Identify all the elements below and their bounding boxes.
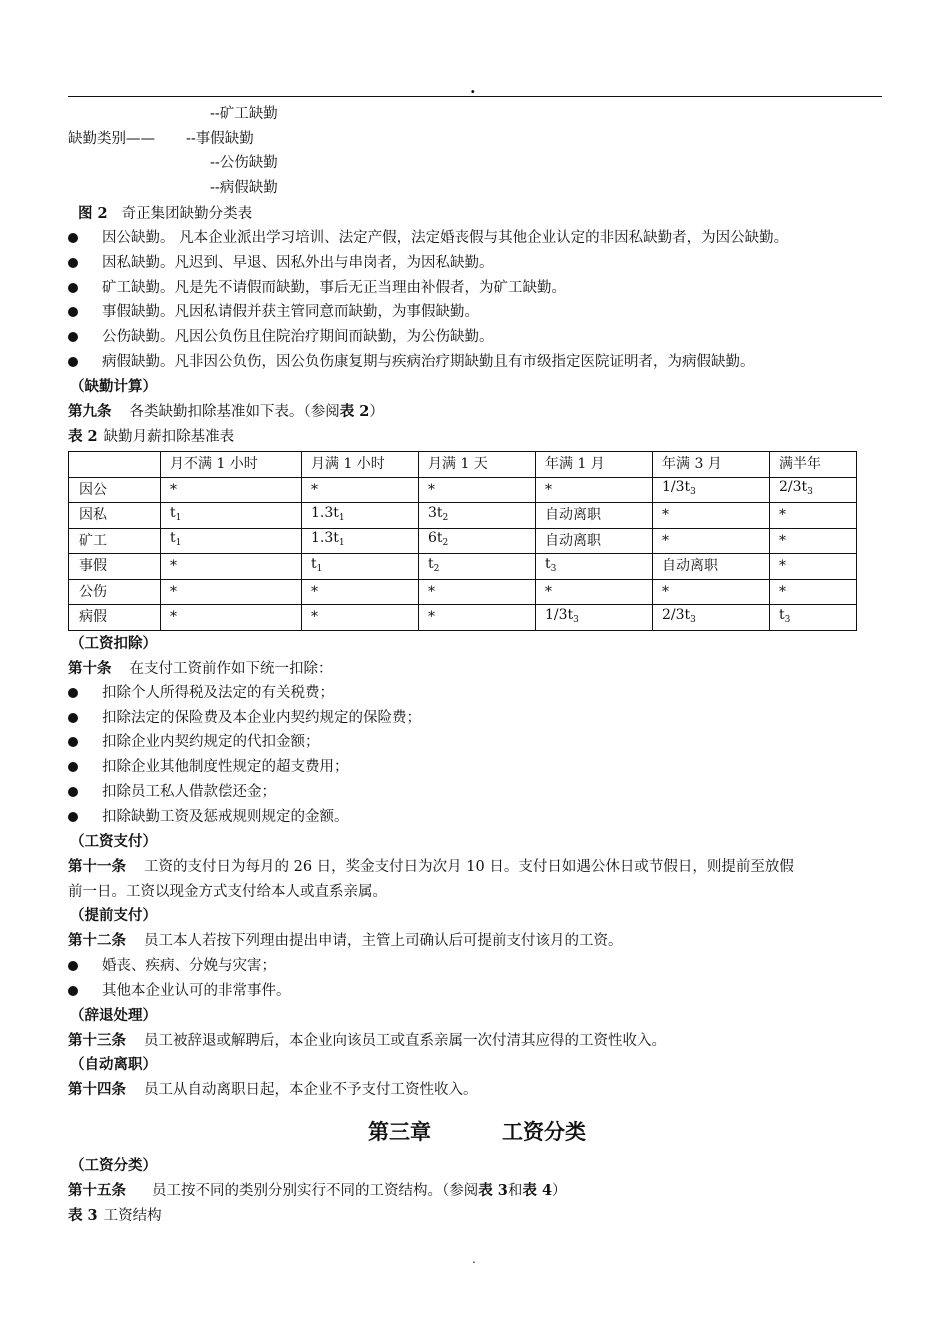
absence-def: 矿工缺勤。凡是先不请假而缺勤，事后无正当理由补假者，为矿工缺勤。 — [102, 280, 566, 296]
table2-title: 缺勤月薪扣除基准表 — [103, 429, 235, 445]
article-13 — [68, 1031, 666, 1051]
table-cell: $t_1$ — [302, 554, 419, 580]
row-label-cell: 公伤 — [69, 579, 161, 605]
bullet-icon — [68, 233, 78, 243]
table-ref: 表 4 — [522, 1182, 553, 1199]
table-cell: * — [653, 528, 770, 554]
tree-root-label: 缺勤类别—— — [68, 131, 155, 147]
article-text: 员工从自动离职日起，本企业不予支付工资性收入。 — [144, 1082, 478, 1098]
section-heading-leave: （自动离职） — [70, 1056, 157, 1073]
article-9 — [68, 402, 384, 422]
bullet-icon — [68, 986, 78, 996]
article-conj: 和 — [507, 1183, 523, 1199]
chapter-number: 第三章 — [368, 1119, 431, 1144]
table-cell: * — [419, 477, 536, 503]
bullet-icon — [68, 307, 78, 317]
table2-label: 表 2 — [68, 428, 98, 445]
table-row — [69, 503, 857, 529]
article-text: 在支付工资前作如下统一扣除： — [129, 661, 333, 677]
article-label: 第十四条 — [68, 1081, 126, 1098]
bullet-icon — [68, 787, 78, 797]
deduct-item: 扣除企业其他制度性规定的超支费用； — [102, 759, 349, 775]
table-cell: $t_1$ — [161, 528, 302, 554]
table-row — [69, 579, 857, 605]
bullet-icon — [68, 357, 78, 367]
tree-item-shijia: --事假缺勤 — [186, 131, 254, 147]
table-cell: * — [161, 605, 302, 631]
table-cell: * — [302, 579, 419, 605]
tree-item-bingjia: --病假缺勤 — [210, 180, 278, 196]
article-14 — [68, 1080, 478, 1100]
header-rule — [68, 96, 882, 97]
table3-caption — [68, 1206, 162, 1226]
row-label-cell: 因私 — [69, 503, 161, 529]
article-label: 第十二条 — [68, 932, 126, 949]
bullet-icon — [68, 713, 78, 723]
bullet-icon — [68, 737, 78, 747]
absence-def: 病假缺勤。凡非因公负伤，因公负伤康复期与疾病治疗期缺勤且有市级指定医院证明者，为病假缺勤。 — [102, 354, 755, 370]
article-11-cont: 前一日。工资以现金方式支付给本人或直系亲属。 — [68, 884, 387, 900]
article-label: 第九条 — [68, 403, 112, 420]
table3-title: 工资结构 — [103, 1208, 162, 1224]
bullet-icon — [68, 688, 78, 698]
article-text: 员工本人若按下列理由提出申请，主管上司确认后可提前支付该月的工资。 — [144, 933, 623, 949]
table-cell: $1.3t_1$ — [302, 503, 419, 529]
table-cell: * — [770, 554, 857, 580]
table-cell: * — [536, 579, 653, 605]
table-cell: $t_2$ — [419, 554, 536, 580]
article-text: 工资的支付日为每月的 26 日，奖金支付日为次月 10 日。支付日如遇公休日或节假日，则提前至放假 — [144, 859, 794, 875]
section-heading-pay: （工资支付） — [70, 833, 157, 850]
deduct-item: 扣除企业内契约规定的代扣金额； — [102, 734, 320, 750]
table-header-cell: 年满 3 月 — [653, 452, 770, 478]
table-cell: $t_3$ — [536, 554, 653, 580]
table-cell: $1.3t_1$ — [302, 528, 419, 554]
table-cell: $t_1$ — [161, 503, 302, 529]
advance-item: 婚丧、疾病、分娩与灾害； — [102, 958, 276, 974]
absence-def: 因公缺勤。 凡本企业派出学习培训、法定产假，法定婚丧假与其他企业认定的非因私缺勤者，为因公缺勤。 — [102, 230, 789, 246]
figure2-title: 奇正集团缺勤分类表 — [121, 206, 253, 222]
absence-def: 公伤缺勤。凡因公负伤且住院治疗期间而缺勤，为公伤缺勤。 — [102, 329, 494, 345]
table-cell: 自动离职 — [536, 503, 653, 529]
table-cell: * — [770, 503, 857, 529]
table-ref: 表 2 — [339, 403, 370, 420]
article-label: 第十三条 — [68, 1032, 126, 1049]
footer-dot: . — [472, 1252, 476, 1266]
deduct-item: 扣除缺勤工资及惩戒规则规定的金额。 — [102, 809, 349, 825]
table-cell: * — [770, 528, 857, 554]
article-12 — [68, 931, 623, 951]
tree-item-kuanggong: --矿工缺勤 — [210, 106, 278, 122]
figure2-caption — [78, 204, 252, 224]
table-cell: * — [653, 503, 770, 529]
article-11 — [68, 857, 794, 877]
article-label: 第十一条 — [68, 858, 126, 875]
chapter-title: 工资分类 — [502, 1119, 586, 1144]
table-cell: $t_3$ — [770, 605, 857, 631]
deduct-item: 扣除个人所得税及法定的有关税费； — [102, 685, 334, 701]
table-cell: * — [302, 477, 419, 503]
table-header-cell: 满半年 — [770, 452, 857, 478]
table-cell: * — [161, 579, 302, 605]
table-cell: $1/3t_3$ — [536, 605, 653, 631]
table-header-cell: 年满 1 月 — [536, 452, 653, 478]
section-heading-class: （工资分类） — [70, 1157, 157, 1174]
article-text: 员工被辞退或解聘后，本企业向该员工或直系亲属一次付清其应得的工资性收入。 — [144, 1033, 666, 1049]
table-cell: * — [302, 605, 419, 631]
table2-caption — [68, 427, 234, 447]
bullet-icon — [68, 762, 78, 772]
row-label-cell: 因公 — [69, 477, 161, 503]
row-label-cell: 事假 — [69, 554, 161, 580]
table-header-cell: 月满 1 小时 — [302, 452, 419, 478]
article-text-end: ） — [552, 1183, 567, 1199]
advance-item: 其他本企业认可的非常事件。 — [102, 983, 291, 999]
tree-item-gongshang: --公伤缺勤 — [210, 155, 278, 171]
bullet-icon — [68, 812, 78, 822]
table-cell: * — [770, 579, 857, 605]
article-text: 各类缺勤扣除基准如下表。（参阅 — [129, 404, 340, 420]
table-cell: 自动离职 — [653, 554, 770, 580]
table-header-row — [69, 452, 857, 478]
table-cell: $3t_2$ — [419, 503, 536, 529]
deduct-item: 扣除法定的保险费及本企业内契约规定的保险费； — [102, 710, 421, 726]
table-row — [69, 528, 857, 554]
absence-def: 因私缺勤。凡迟到、早退、因私外出与串岗者，为因私缺勤。 — [102, 255, 494, 271]
article-text-end: ） — [369, 404, 384, 420]
article-text: 员工按不同的类别分别实行不同的工资结构。（参阅 — [152, 1183, 479, 1199]
table-header-cell: 月满 1 天 — [419, 452, 536, 478]
table-cell: * — [536, 477, 653, 503]
article-label: 第十五条 — [68, 1182, 126, 1199]
table-cell: $6t_2$ — [419, 528, 536, 554]
bullet-icon — [68, 332, 78, 342]
table-cell: $2/3t_3$ — [653, 605, 770, 631]
section-heading-dismiss: （辞退处理） — [70, 1007, 157, 1024]
table-ref: 表 3 — [478, 1182, 508, 1199]
section-heading-advance: （提前支付） — [70, 907, 157, 924]
article-15 — [68, 1181, 567, 1201]
row-label-cell: 病假 — [69, 605, 161, 631]
table-header-cell: 月不满 1 小时 — [161, 452, 302, 478]
deduct-item: 扣除员工私人借款偿还金； — [102, 784, 276, 800]
bullet-icon — [68, 283, 78, 293]
table-cell: * — [161, 554, 302, 580]
header-dot: . — [470, 78, 476, 97]
absence-def: 事假缺勤。凡因私请假并获主管同意而缺勤，为事假缺勤。 — [102, 304, 479, 320]
table-row — [69, 605, 857, 631]
bullet-icon — [68, 258, 78, 268]
table3-label: 表 3 — [68, 1207, 98, 1224]
deduction-table — [68, 451, 857, 631]
table-row — [69, 554, 857, 580]
article-label: 第十条 — [68, 660, 112, 677]
section-heading-calc: （缺勤计算） — [70, 378, 157, 395]
table-cell: * — [161, 477, 302, 503]
section-heading-deduct: （工资扣除） — [70, 635, 157, 652]
table-header-cell — [69, 452, 161, 478]
bullet-icon — [68, 961, 78, 971]
table-cell: 自动离职 — [536, 528, 653, 554]
table-row — [69, 477, 857, 503]
article-10 — [68, 659, 333, 679]
table-cell: * — [419, 605, 536, 631]
row-label-cell: 矿工 — [69, 528, 161, 554]
table-cell: $1/3t_3$ — [653, 477, 770, 503]
table-cell: $2/3t_3$ — [770, 477, 857, 503]
table-cell: * — [419, 579, 536, 605]
figure2-label: 图 2 — [78, 205, 108, 222]
table-cell: * — [653, 579, 770, 605]
